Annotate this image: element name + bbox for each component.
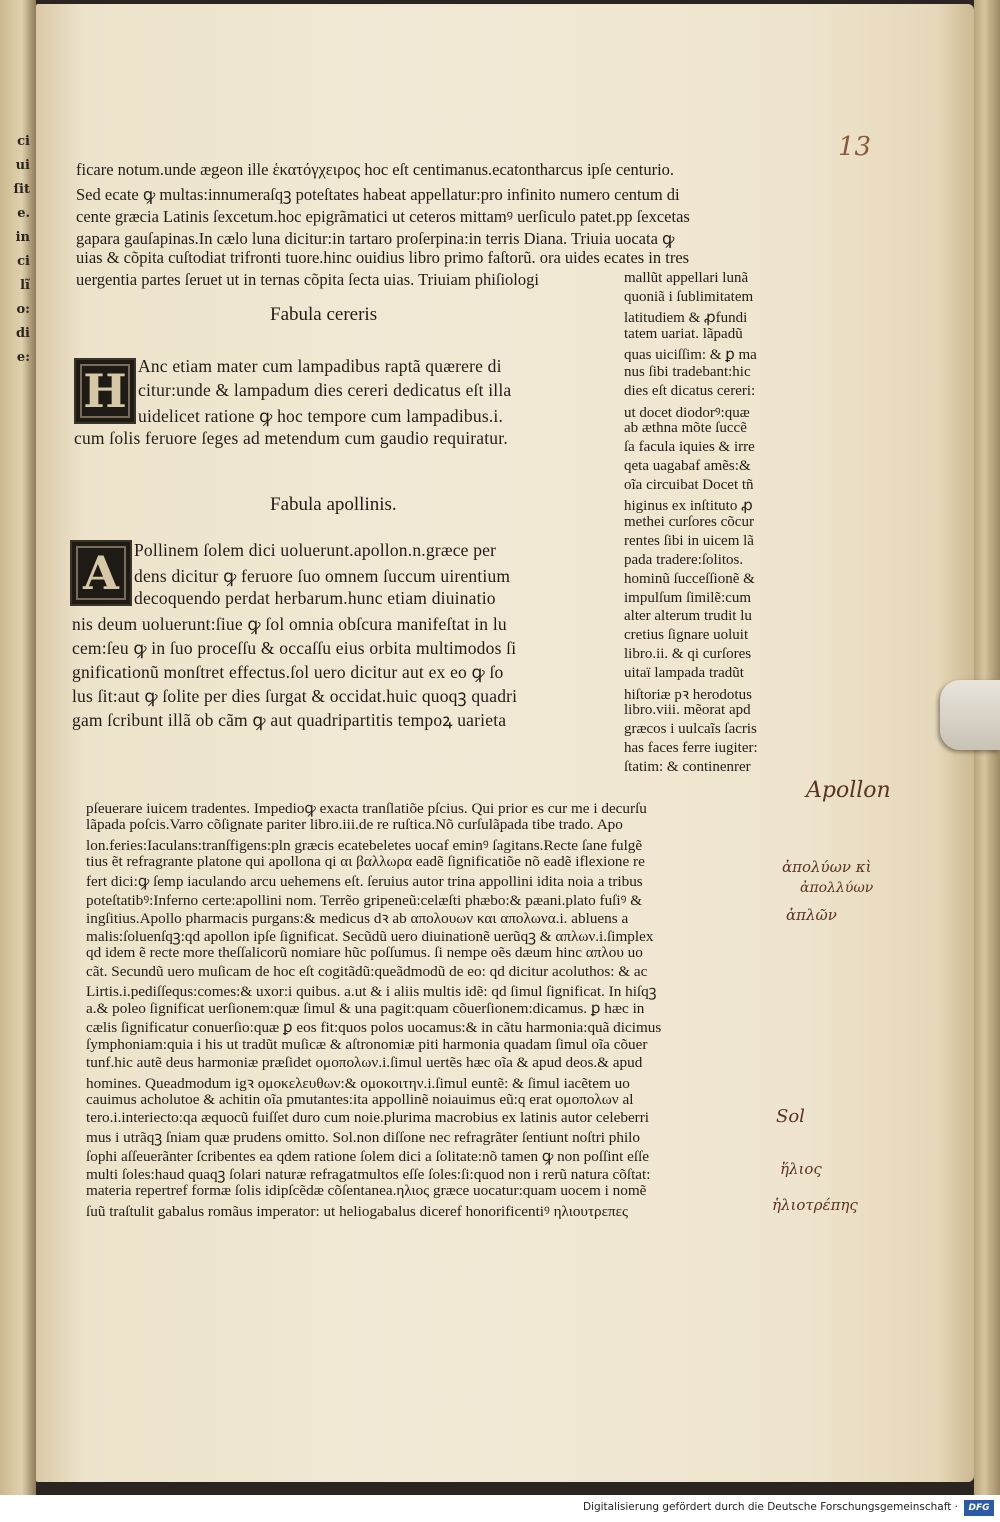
text-line: cãt. Secundũ uero muſicam de hoc eſt cogitãdũ:queãdmodũ de eo: qd dicitur acoluthos: & ac — [86, 962, 648, 980]
text-line: græcos i uulcaĩs ſacris — [624, 721, 757, 738]
text-line: latitudiem & ꝓfundi — [624, 309, 748, 326]
text-line: ingſitius.Apollo pharmacis purgans:& medicus dꝛ ab απολουων και απολωνα.i. abluens a — [86, 909, 629, 927]
text-line: uidelicet ratione ꝙ hoc tempore cum lampadibus.i. — [138, 406, 504, 426]
margin-note-greek-1: ἀπολύων κὶ — [782, 858, 872, 876]
footer-credit: Digitalisierung gefördert durch die Deutsche Forschungsgemeinschaft · — [582, 1501, 958, 1513]
text-line: multi ſoles:haud quaqꝫ ſolari naturæ refragatmultos eſſe ſoles:ſi:quod non i rerũ natura cõſtat: — [86, 1166, 651, 1183]
text-line: uergentia partes ſeruet ut in ternas cõpita ſecta uias. Triuiam phiſiologi — [76, 270, 539, 289]
text-line: decoquendo perdat herbarum.hunc etiam diuinatio — [134, 588, 496, 608]
text-line: libro.viii. mẽorat apd — [624, 702, 751, 719]
text-line: hominũ ſucceſſionẽ & — [624, 570, 755, 587]
text-line: tatem uariat. lãpadũ — [624, 326, 743, 343]
text-line: libro.ii. & qi curſores — [624, 646, 752, 662]
margin-note-sol: Sol — [776, 1106, 805, 1127]
text-line: rentes ſibi in uicem lã — [624, 533, 754, 550]
text-line: mus i utrãqꝫ ſniam quæ prudens omitto. Sol.non diſſone nec refragrãter ſentiunt noſtri philo — [86, 1129, 640, 1147]
heading-ceres: Fabula cereris — [270, 304, 378, 325]
text-line: nis deum uoluerunt:ſiue ꝙ ſol omnia obſcura manifeſtat in lu — [72, 614, 507, 634]
text-line: tius ẽt refragrante platone qui apollona qi αι βαλλωρα eadẽ ſignificatiõe nõ eadẽ iflexione re — [86, 852, 645, 870]
text-line: tunf.hic autẽ deus harmoniæ præſidet ομοπολων.i.ſimul uertẽs hæc oĩa & apud deos.& apud — [86, 1054, 643, 1072]
text-line: qd idem ẽ recte more theſſalicorũ nomiare hũc poſſumus. ſi nempe oẽs dæum hinc απλου uo — [86, 944, 643, 962]
text-line: oĩa circuibat Docet tñ — [624, 476, 754, 493]
text-line: cretius ſignare uoluit — [624, 627, 749, 644]
text-line: dens dicitur ꝙ feruore ſuo omnem ſuccum uirentium — [134, 566, 511, 586]
text-line: ut docet diodorꝰ:quæ — [624, 404, 750, 421]
text-line: quoniã i ſublimitatem — [624, 288, 754, 305]
text-line: dies eſt dicatus cereri: — [624, 382, 756, 399]
text-line: homines. Queadmodum igꝛ ομοκελευθων:& ομοκοιτην.i.ſimul euntẽ: & ſimul iacẽtem uo — [86, 1074, 630, 1092]
text-line: gapara gauſapinas.In cælo luna dicitur:in tartaro proſerpina:in terris Diana. Triuia uocata ꝙ — [76, 229, 675, 248]
text-line: lãpada poſcis.Varro cõſignate pariter libro.iii.de re ruſtica.Nõ curſulãpada tibe trado. Apo — [86, 816, 623, 834]
left-page-edge — [0, 0, 36, 1495]
margin-note-greek-2: ἀπολλύων — [800, 880, 874, 896]
text-line: citur:unde & lampadum dies cereri dedicatus eſt illa — [138, 380, 512, 400]
text-line: ſuũ traſtulit gabalus romãus imperator: ut heliogabalus diceref honorificentiꝰ ηλιουτρεπες — [86, 1202, 629, 1220]
text-line: has faces ferre iugiter: — [624, 740, 758, 756]
text-line: pada tradere:ſolitos. — [624, 552, 744, 568]
text-line: a.& poleo ſignificat uerſionem:quæ ſimul & una pagit:quam cõuerſionem:dicamus. ꝑ hæc in — [86, 1000, 645, 1018]
text-line: ficare notum.unde ægeon ille ἑκατόγχειρος hoc eſt centimanus.ecatontharcus ipſe centurio. — [76, 160, 675, 179]
decorated-initial-h: H — [74, 358, 136, 424]
text-line: lon.feries:Iaculans:tranſfigens:pln græcis ecatebeletes uocaf eminꝰ ſagitans.Recte ſane fulgẽ — [86, 836, 643, 854]
text-line: ſymphoniam:quia i his ut tradũt muſicæ & aſtronomiæ piti harmonia quadam ſimul oĩa cõuer — [86, 1035, 648, 1053]
dfg-logo: DFG — [964, 1500, 994, 1516]
text-line: gnificationũ monſtret effectus.ſol uero dicitur aut ex eo ꝙ ſo — [72, 662, 504, 682]
text-line: pſeuerare iuicem tradentes. Impedioꝙ exacta tranſlatiõe pſcius. Qui prior es cur me i decurſu — [86, 800, 647, 817]
text-line: Anc etiam mater cum lampadibus raptã quærere di — [138, 356, 502, 376]
text-line: ab æthna mõte ſuccẽ — [624, 420, 747, 437]
text-line: poteſtatibꝰ:Inferno certe:apollini nom. Terrẽo gripeneũ:celæſti phæbo:& pæani.plato fuſiꝰ & — [86, 891, 643, 909]
text-line: cente græcia Latinis ſexcetum.hoc epigrãmatici ut ceteros mittamꝰ uerſiculo patet.pp ſexcetas — [76, 207, 690, 226]
text-line: lus ſit:aut ꝙ ſolite per dies ſurgat & occidat.huic quoqꝫ quadri — [72, 686, 518, 706]
page-clip — [940, 680, 1000, 750]
margin-note-helios: ἥλιος — [780, 1160, 822, 1178]
text-line: cum ſolis feruore ſeges ad metendum cum gaudio requiratur. — [74, 428, 508, 448]
margin-note-apollon: Apollon — [806, 778, 891, 803]
text-line: ſophi aſſeuerãnter ſcribentes ea qdem ratione ſolem dici a ſolitate:nõ tamen ꝙ non poſſint eſſe — [86, 1147, 650, 1165]
text-line: gam ſcribunt illã ob cãm ꝙ aut quadripartitis tempoꝝ uarieta — [72, 710, 507, 730]
text-line: tero.i.interiecto:qa æquocũ fuiſſet duro cum noie.plurima macrobius ex latinis autor celeberri — [86, 1109, 650, 1127]
text-line: ſtatim: & continenrer — [624, 758, 751, 775]
decorated-initial-a: A — [70, 540, 132, 606]
text-line: materia repertref formæ ſolis idipſcẽdæ cõſentanea.ηλιος græce uocatur:quam uocem i nomẽ — [86, 1182, 647, 1200]
text-line: uitaï lampada tradũt — [624, 664, 744, 681]
text-line: fert dici:ꝙ ſemp iaculando arcu uehemens eſt. ſeruius autor trina appollini idita noia a tribus — [86, 873, 643, 891]
text-line: hiſtoriæ pꝛ herodotus — [624, 686, 752, 703]
text-line: qeta uagabaf amẽs:& — [624, 458, 751, 474]
folio-number: 13 — [838, 132, 872, 162]
text-line: nus ſibi tradebant:hic — [624, 364, 751, 380]
text-line: malis:ſoluenſqꝫ:qd apollon ipſe ſignificat. Secũdũ uero diuinationẽ uerũqꝫ & απλων.i.ſimplex — [86, 928, 654, 946]
text-line: ſa facula iquies & irre — [624, 439, 755, 456]
text-line: impulſum ſimilẽ:cum — [624, 589, 752, 606]
text-line: higinus ex inſtituto ꝓ — [624, 497, 753, 514]
margin-note-heliotropes: ἡλιοτρέπης — [772, 1196, 858, 1214]
margin-note-greek-3: ἁπλῶν — [786, 906, 837, 924]
left-page-fragment: ci ui ſit e. in ci lĩ o: di e: — [13, 134, 30, 365]
text-line: cauimus acholutoe & achitin oĩa pmutantes:ita appollinẽ noiauimus eũ:q erat ομοπολων al — [86, 1090, 634, 1108]
text-line: Sed ecate ꝙ multas:innumeraſqꝫ poteſtates habeat appellatur:pro infinito numero centum di — [76, 185, 680, 204]
text-line: cem:ſeu ꝙ in ſuo proceſſu & occaſſu eius orbita multimodos ſi — [72, 638, 517, 658]
text-line: mallũt appellari lunã — [624, 270, 749, 286]
text-line: cælis ſignificatur conuerſio:quæ ꝑ eos fit:quos polos uocamus:& in cãtu harmonia:quã dicimus — [86, 1018, 662, 1036]
text-line: quas uiciſſim: & ꝑ ma — [624, 347, 757, 364]
text-line: alter alterum trudit lu — [624, 608, 752, 625]
text-line: uias & cõpita cuſtodiat trifronti tuore.hinc ouidius libro primo faſtorũ. ora uides ecates in tres — [76, 248, 690, 267]
heading-apollo: Fabula apollinis. — [270, 494, 397, 515]
text-line: Lirtis.i.pediſſequs:comes:& uxor:i quibus. a.ut & i aliis multis idẽ: qd ſimul ſignificat. In hiſqꝫ — [86, 983, 657, 1000]
footer-bar — [0, 1495, 1000, 1522]
text-line: methei curſores cõcur — [624, 514, 754, 531]
text-line: Pollinem ſolem dici uoluerunt.apollon.n.græce per — [134, 540, 497, 560]
